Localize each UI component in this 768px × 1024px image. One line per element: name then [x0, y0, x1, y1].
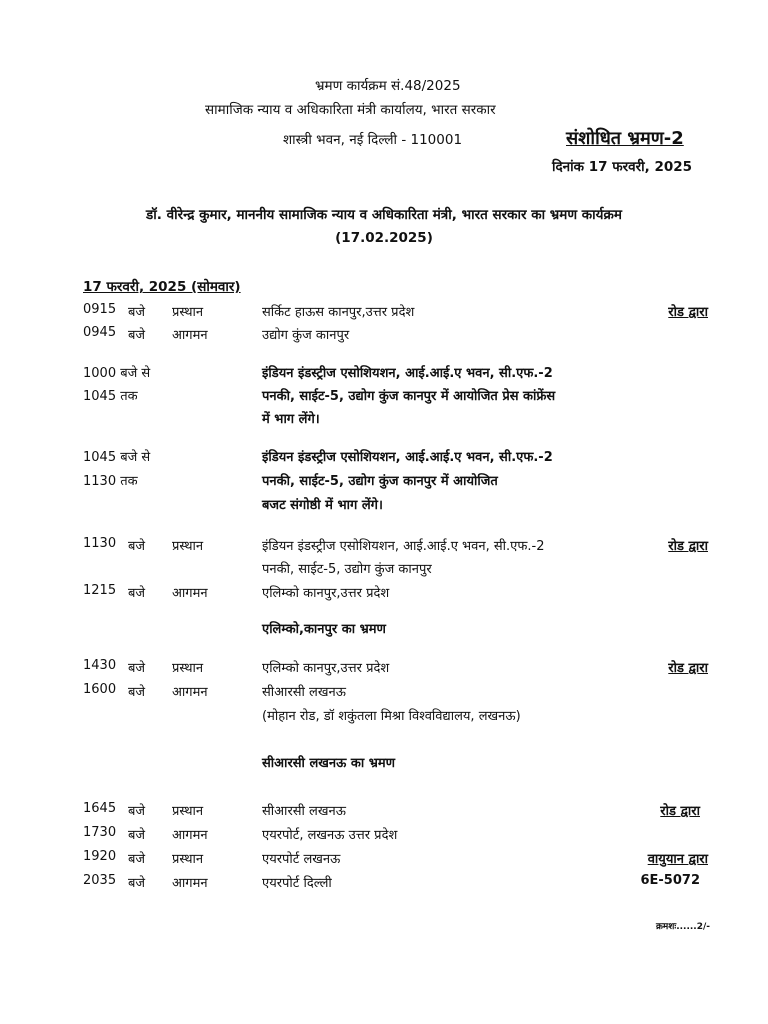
schedule-row — [0, 682, 768, 706]
row-action: प्रस्थान — [172, 804, 204, 819]
row-place: उद्योग कुंज कानपुर — [262, 328, 350, 343]
event-time-to: 1130 तक — [83, 474, 138, 489]
schedule-row — [0, 825, 768, 849]
row-action: आगमन — [172, 828, 208, 843]
row-unit: बजे — [128, 586, 146, 601]
row-unit: बजे — [128, 852, 146, 867]
programme-number: भ्रमण कार्यक्रम सं.48/2025 — [315, 78, 461, 94]
event-time-from: 1045 बजे से — [83, 450, 151, 465]
row-place: इंडियन इंडस्ट्रीज एसोशियशन, आई.आई.ए भवन, सी.एफ.-2 — [262, 539, 545, 554]
row-action: प्रस्थान — [172, 305, 204, 320]
schedule-row — [0, 873, 768, 897]
row-unit: बजे — [128, 661, 146, 676]
office-address: शास्त्री भवन, नई दिल्ली - 110001 — [283, 132, 463, 148]
row-mode: रोड द्वारा — [660, 804, 700, 819]
row-place-line2: (मोहान रोड, डॉ शकुंतला मिश्रा विश्वविद्यालय, लखनऊ) — [262, 709, 521, 724]
row-unit: बजे — [128, 685, 146, 700]
office-name: सामाजिक न्याय व अधिकारिता मंत्री कार्यालय, भारत सरकार — [205, 102, 496, 118]
event-description-line: इंडियन इंडस्ट्रीज एसोशियशन, आई.आई.ए भवन, सी.एफ.-2 — [262, 450, 553, 465]
row-place: एयरपोर्ट लखनऊ — [262, 852, 341, 867]
row-mode: रोड द्वारा — [668, 305, 708, 320]
row-place: एलिम्को कानपुर,उत्तर प्रदेश — [262, 661, 390, 676]
schedule-row — [0, 849, 768, 873]
row-action: आगमन — [172, 876, 208, 891]
document-date: दिनांक 17 फरवरी, 2025 — [552, 159, 693, 175]
row-place: एयरपोर्ट, लखनऊ उत्तर प्रदेश — [262, 828, 398, 843]
flight-number: 6E-5072 — [640, 873, 700, 888]
row-action: आगमन — [172, 685, 208, 700]
programme-title: डॉ. वीरेन्द्र कुमार, माननीय सामाजिक न्याय व अधिकारिता मंत्री, भारत सरकार का भ्रमण कार्यक्रम — [146, 207, 622, 223]
row-unit: बजे — [128, 804, 146, 819]
schedule-row — [0, 801, 768, 825]
row-action: आगमन — [172, 586, 208, 601]
programme-date: (17.02.2025) — [335, 230, 433, 246]
event-time-to: 1045 तक — [83, 389, 138, 404]
schedule-row — [0, 583, 768, 607]
row-time: 1730 — [83, 825, 117, 840]
row-action: प्रस्थान — [172, 661, 204, 676]
row-mode: रोड द्वारा — [668, 661, 708, 676]
row-time: 2035 — [83, 873, 117, 888]
event-description-line: बजट संगोष्ठी में भाग लेंगे। — [262, 498, 383, 513]
row-time: 1130 — [83, 536, 117, 551]
row-action: आगमन — [172, 328, 208, 343]
row-place: सीआरसी लखनऊ — [262, 804, 346, 819]
schedule-row — [0, 325, 768, 349]
event-description-line: पनकी, साईट-5, उद्योग कुंज कानपुर में आयोजित प्रेस कांफ्रेंस — [262, 389, 556, 404]
row-place: सीआरसी लखनऊ — [262, 685, 346, 700]
row-unit: बजे — [128, 539, 146, 554]
row-unit: बजे — [128, 305, 146, 320]
schedule-row — [0, 536, 768, 560]
row-time: 0915 — [83, 302, 117, 317]
event-description-line: में भाग लेंगे। — [262, 412, 320, 427]
section-heading: सीआरसी लखनऊ का भ्रमण — [262, 756, 396, 771]
event-description-line: इंडियन इंडस्ट्रीज एसोशियशन, आई.आई.ए भवन, सी.एफ.-2 — [262, 366, 553, 381]
schedule-row-continuation — [0, 559, 768, 583]
event-description-line: पनकी, साईट-5, उद्योग कुंज कानपुर में आयोजित — [262, 474, 498, 489]
row-time: 1920 — [83, 849, 117, 864]
row-time: 1645 — [83, 801, 117, 816]
row-action: प्रस्थान — [172, 539, 204, 554]
row-place-line2: पनकी, साईट-5, उद्योग कुंज कानपुर — [262, 562, 432, 577]
row-unit: बजे — [128, 328, 146, 343]
row-unit: बजे — [128, 828, 146, 843]
row-time: 1600 — [83, 682, 117, 697]
row-unit: बजे — [128, 876, 146, 891]
section-heading: एलिम्को,कानपुर का भ्रमण — [262, 622, 386, 637]
schedule-row — [0, 658, 768, 682]
row-time: 1430 — [83, 658, 117, 673]
continuation-note: क्रमशः......2/- — [655, 922, 710, 932]
row-place: एलिम्को कानपुर,उत्तर प्रदेश — [262, 586, 390, 601]
row-action: प्रस्थान — [172, 852, 204, 867]
event-time-from: 1000 बजे से — [83, 366, 151, 381]
row-mode: वायुयान द्वारा — [647, 852, 708, 867]
day-heading: 17 फरवरी, 2025 (सोमवार) — [83, 279, 241, 295]
schedule-row — [0, 302, 768, 326]
schedule-row-continuation — [0, 706, 768, 730]
row-place: एयरपोर्ट दिल्ली — [262, 876, 332, 891]
row-place: सर्किट हाऊस कानपुर,उत्तर प्रदेश — [262, 305, 415, 320]
row-mode: रोड द्वारा — [668, 539, 708, 554]
row-time: 0945 — [83, 325, 117, 340]
row-time: 1215 — [83, 583, 117, 598]
revised-label: संशोधित भ्रमण-2 — [566, 128, 684, 149]
